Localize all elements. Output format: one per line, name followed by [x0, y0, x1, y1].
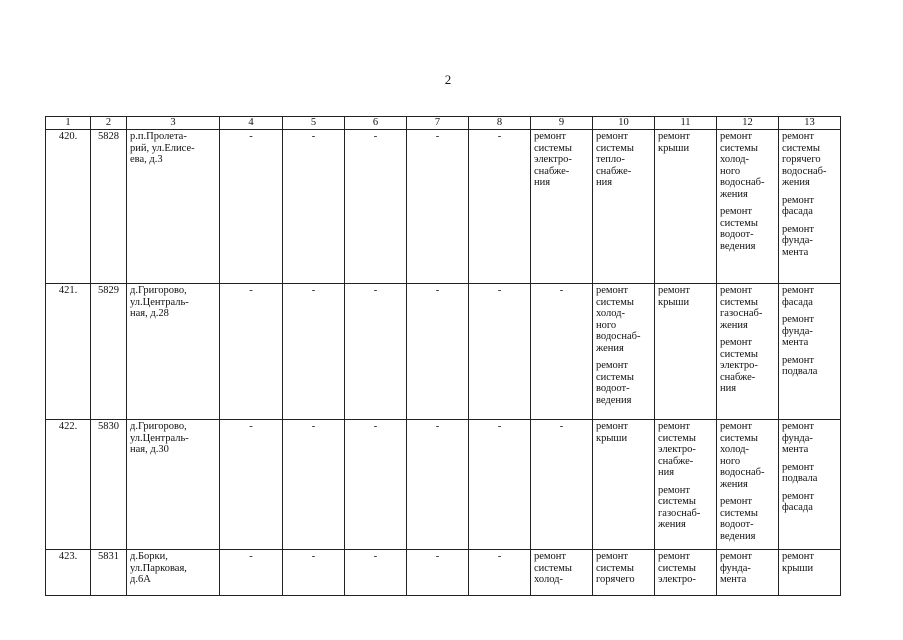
repair-work-line: мента — [782, 444, 809, 455]
object-code: 5831 — [91, 550, 127, 596]
column-4-empty-cell: - — [220, 550, 283, 596]
repair-work-line: системы — [720, 507, 758, 519]
table-row — [46, 130, 841, 284]
repair-work-line: крыши — [782, 562, 814, 574]
column-header-1: 1 — [46, 117, 91, 130]
repair-work-line: водоот- — [596, 383, 630, 394]
repair-work-line: ремонт — [720, 206, 753, 217]
repair-work-line: ведения — [720, 240, 756, 252]
repair-work-line: ремонт — [658, 484, 691, 496]
repair-work-item — [534, 551, 589, 586]
repair-work-line: системы — [596, 371, 634, 383]
repair-work-line: системы — [596, 562, 634, 574]
column-13-works-cell — [779, 130, 841, 284]
repair-work-line: ведения — [596, 394, 632, 406]
repair-work-line: ремонт — [782, 314, 815, 325]
column-6-empty-cell: - — [345, 130, 407, 284]
repair-work-line: электро- — [720, 360, 758, 371]
repair-work-line: подвала — [782, 473, 818, 484]
repair-work-item — [658, 485, 713, 531]
column-7-empty-cell: - — [407, 284, 469, 420]
repair-work-item — [596, 360, 651, 406]
column-header-8: 8 — [469, 117, 531, 130]
row-number: 423. — [46, 550, 91, 596]
object-code: 5830 — [91, 420, 127, 550]
repair-work-item — [782, 421, 837, 456]
repair-work-line: снабже- — [596, 165, 632, 177]
repair-work-line: жения — [596, 342, 624, 354]
header-row — [46, 117, 841, 130]
column-12-works-cell — [717, 130, 779, 284]
column-11-works-cell — [655, 130, 717, 284]
repair-work-line: электро- — [658, 574, 696, 585]
row-number: 420. — [46, 130, 91, 284]
repair-work-line: фунда- — [720, 562, 751, 574]
repair-work-line: ремонт — [658, 551, 691, 562]
repair-work-line: снабже- — [534, 165, 570, 177]
repair-work-item — [782, 285, 837, 308]
address-line: ная, д.28 — [130, 308, 169, 319]
address-cell — [127, 130, 220, 284]
repair-work-line: системы — [720, 142, 758, 154]
repair-work-line: ремонт — [596, 551, 629, 562]
repair-work-line: ремонт — [782, 421, 815, 432]
address-line: ная, д.30 — [130, 444, 169, 455]
repair-work-line: фасада — [782, 502, 813, 513]
address-cell — [127, 284, 220, 420]
repair-work-line: ремонт — [534, 551, 567, 562]
address-cell — [127, 550, 220, 596]
repair-work-line: ремонт — [720, 337, 753, 348]
repair-work-line: ремонт — [782, 194, 815, 206]
repair-work-line: жения — [658, 519, 686, 530]
repair-work-line: снабже- — [658, 455, 694, 467]
address-line: рий, ул.Елисе- — [130, 142, 195, 154]
repair-work-item — [782, 355, 837, 378]
column-header-10: 10 — [593, 117, 655, 130]
repair-work-line: мента — [782, 246, 809, 258]
repair-work-item — [720, 551, 775, 586]
column-header-12: 12 — [717, 117, 779, 130]
repair-work-line: фунда- — [782, 325, 813, 337]
table-row — [46, 420, 841, 550]
column-header-4: 4 — [220, 117, 283, 130]
column-header-6: 6 — [345, 117, 407, 130]
repair-work-line: водоснаб- — [782, 165, 827, 177]
repair-work-item — [658, 131, 713, 154]
column-header-5: 5 — [283, 117, 345, 130]
address-line: д.Григорово, — [130, 285, 187, 296]
repair-work-line: ремонт — [596, 421, 629, 432]
column-header-13: 13 — [779, 117, 841, 130]
repair-work-line: мента — [720, 574, 747, 585]
repair-work-line: снабже- — [720, 371, 756, 383]
repair-work-item — [658, 551, 713, 586]
repair-work-line: холод- — [596, 308, 625, 319]
repair-work-line: жения — [782, 177, 810, 188]
repair-work-line: ния — [720, 383, 737, 394]
repair-work-line: холод- — [534, 574, 563, 585]
repair-work-line: системы — [720, 432, 758, 444]
repair-work-line: ния — [534, 177, 551, 188]
repair-work-line: крыши — [658, 142, 690, 154]
column-10-works-cell — [593, 550, 655, 596]
column-10-works-cell — [593, 284, 655, 420]
address-line: ул.Парковая, — [130, 562, 187, 574]
column-12-works-cell — [717, 420, 779, 550]
column-8-empty-cell: - — [469, 420, 531, 550]
address-line: д.Григорово, — [130, 421, 187, 432]
repair-work-line: ремонт — [658, 285, 691, 296]
repair-work-item — [720, 285, 775, 331]
repair-work-line: системы — [782, 142, 820, 154]
repair-work-line: водоот- — [720, 229, 754, 240]
repair-work-line: газоснаб- — [658, 507, 701, 519]
repair-work-item — [596, 551, 651, 586]
column-13-works-cell — [779, 420, 841, 550]
object-code: 5828 — [91, 130, 127, 284]
column-10-works-cell — [593, 130, 655, 284]
repair-work-line: ремонт — [782, 490, 815, 502]
repair-work-item — [658, 285, 713, 308]
repair-work-line: водоот- — [720, 519, 754, 530]
repair-work-item — [720, 131, 775, 200]
repair-work-line: подвала — [782, 366, 818, 377]
object-code: 5829 — [91, 284, 127, 420]
repair-work-item — [596, 131, 651, 189]
page-number: 2 — [444, 72, 452, 87]
repair-work-line: фасада — [782, 206, 813, 217]
repair-work-line: ремонт — [782, 551, 815, 562]
repair-work-item — [534, 131, 589, 189]
column-header-3: 3 — [127, 117, 220, 130]
repair-work-line: крыши — [596, 432, 628, 444]
column-7-empty-cell: - — [407, 420, 469, 550]
repair-work-line: водоснаб- — [720, 177, 765, 188]
repair-work-line: ремонт — [782, 223, 815, 235]
column-header-2: 2 — [91, 117, 127, 130]
repair-work-line: ремонт — [658, 421, 691, 432]
column-13-works-cell — [779, 550, 841, 596]
repair-work-item — [782, 551, 837, 574]
column-8-empty-cell: - — [469, 130, 531, 284]
repair-work-line: крыши — [658, 296, 690, 308]
column-10-works-cell — [593, 420, 655, 550]
repair-work-line: системы — [534, 562, 572, 574]
row-number: 422. — [46, 420, 91, 550]
repair-work-line: системы — [720, 296, 758, 308]
column-5-empty-cell: - — [283, 420, 345, 550]
repair-work-line: ремонт — [720, 551, 753, 562]
repair-work-line: ремонт — [720, 285, 753, 296]
column-4-empty-cell: - — [220, 420, 283, 550]
address-cell — [127, 420, 220, 550]
repair-work-line: системы — [596, 296, 634, 308]
repair-work-line: системы — [658, 432, 696, 444]
repair-work-line: ния — [658, 467, 675, 478]
repair-work-line: ведения — [720, 530, 756, 542]
column-header-11: 11 — [655, 117, 717, 130]
column-11-works-cell — [655, 550, 717, 596]
repair-work-line: электро- — [534, 154, 572, 165]
address-line: ул.Централь- — [130, 432, 189, 444]
column-7-empty-cell: - — [407, 130, 469, 284]
column-8-empty-cell: - — [469, 550, 531, 596]
column-5-empty-cell: - — [283, 130, 345, 284]
column-5-empty-cell: - — [283, 550, 345, 596]
column-7-empty-cell: - — [407, 550, 469, 596]
repair-work-line: холод- — [720, 154, 749, 165]
repair-work-line: водоснаб- — [720, 467, 765, 478]
repair-work-line: ремонт — [782, 131, 815, 142]
column-12-works-cell — [717, 550, 779, 596]
row-number: 421. — [46, 284, 91, 420]
column-9-works-cell — [531, 130, 593, 284]
table-row — [46, 550, 841, 596]
column-11-works-cell — [655, 284, 717, 420]
column-8-empty-cell: - — [469, 284, 531, 420]
repair-work-line: жения — [720, 478, 748, 490]
column-12-works-cell — [717, 284, 779, 420]
repair-work-line: тепло- — [596, 154, 625, 165]
column-9-empty-cell: - — [531, 420, 593, 550]
column-13-works-cell — [779, 284, 841, 420]
column-4-empty-cell: - — [220, 130, 283, 284]
address-line: д.Борки, — [130, 551, 168, 562]
repair-work-item — [720, 421, 775, 490]
column-9-works-cell — [531, 550, 593, 596]
repair-work-line: ного — [720, 165, 741, 177]
repair-work-line: ремонт — [782, 354, 815, 366]
repair-work-item — [782, 224, 837, 259]
repair-work-item — [596, 285, 651, 354]
column-header-7: 7 — [407, 117, 469, 130]
address-line: д.6А — [130, 574, 151, 585]
repair-work-line: ремонт — [596, 360, 629, 371]
repair-work-item — [596, 421, 651, 444]
repair-work-line: ремонт — [534, 131, 567, 142]
repair-work-item — [720, 496, 775, 542]
repair-work-line: газоснаб- — [720, 308, 763, 319]
repair-work-line: электро- — [658, 444, 696, 455]
column-11-works-cell — [655, 420, 717, 550]
repair-work-line: жения — [720, 188, 748, 200]
repair-work-item — [782, 195, 837, 218]
repair-work-line: ремонт — [720, 496, 753, 507]
repair-work-line: системы — [658, 562, 696, 574]
repair-work-line: холод- — [720, 444, 749, 455]
address-line: ул.Централь- — [130, 296, 189, 308]
repair-work-item — [782, 491, 837, 514]
repair-work-line: ремонт — [782, 461, 815, 473]
repair-work-item — [782, 462, 837, 485]
repair-work-item — [782, 314, 837, 349]
repair-work-item — [782, 131, 837, 189]
column-6-empty-cell: - — [345, 284, 407, 420]
repair-work-line: ремонт — [658, 131, 691, 142]
address-line: р.п.Пролета- — [130, 131, 187, 142]
repair-work-line: ния — [596, 177, 613, 188]
column-6-empty-cell: - — [345, 420, 407, 550]
repair-work-line: фунда- — [782, 432, 813, 444]
repair-work-line: фунда- — [782, 235, 813, 246]
column-9-empty-cell: - — [531, 284, 593, 420]
column-5-empty-cell: - — [283, 284, 345, 420]
repair-work-line: ремонт — [596, 131, 629, 142]
column-header-9: 9 — [531, 117, 593, 130]
repair-work-line: системы — [658, 496, 696, 507]
repair-work-line: системы — [596, 142, 634, 154]
repair-work-item — [720, 206, 775, 252]
repair-work-line: горячего — [596, 574, 635, 585]
repair-work-line: ного — [720, 455, 741, 467]
repair-work-line: ремонт — [596, 285, 629, 296]
repair-work-item — [658, 421, 713, 479]
repair-work-line: системы — [720, 217, 758, 229]
repair-work-line: ремонт — [720, 131, 753, 142]
repair-work-line: горячего — [782, 154, 821, 165]
repair-work-line: ного — [596, 319, 617, 331]
column-6-empty-cell: - — [345, 550, 407, 596]
repair-work-line: мента — [782, 337, 809, 348]
repair-work-line: водоснаб- — [596, 331, 641, 342]
repair-work-line: фасада — [782, 296, 813, 308]
repair-work-line: ремонт — [720, 421, 753, 432]
repair-work-line: ремонт — [782, 285, 815, 296]
column-4-empty-cell: - — [220, 284, 283, 420]
repair-register-table — [45, 116, 841, 596]
repair-work-line: системы — [534, 142, 572, 154]
repair-work-line: жения — [720, 319, 748, 331]
repair-work-line: системы — [720, 348, 758, 360]
repair-work-item — [720, 337, 775, 395]
address-line: ева, д.3 — [130, 154, 163, 165]
table-row — [46, 284, 841, 420]
